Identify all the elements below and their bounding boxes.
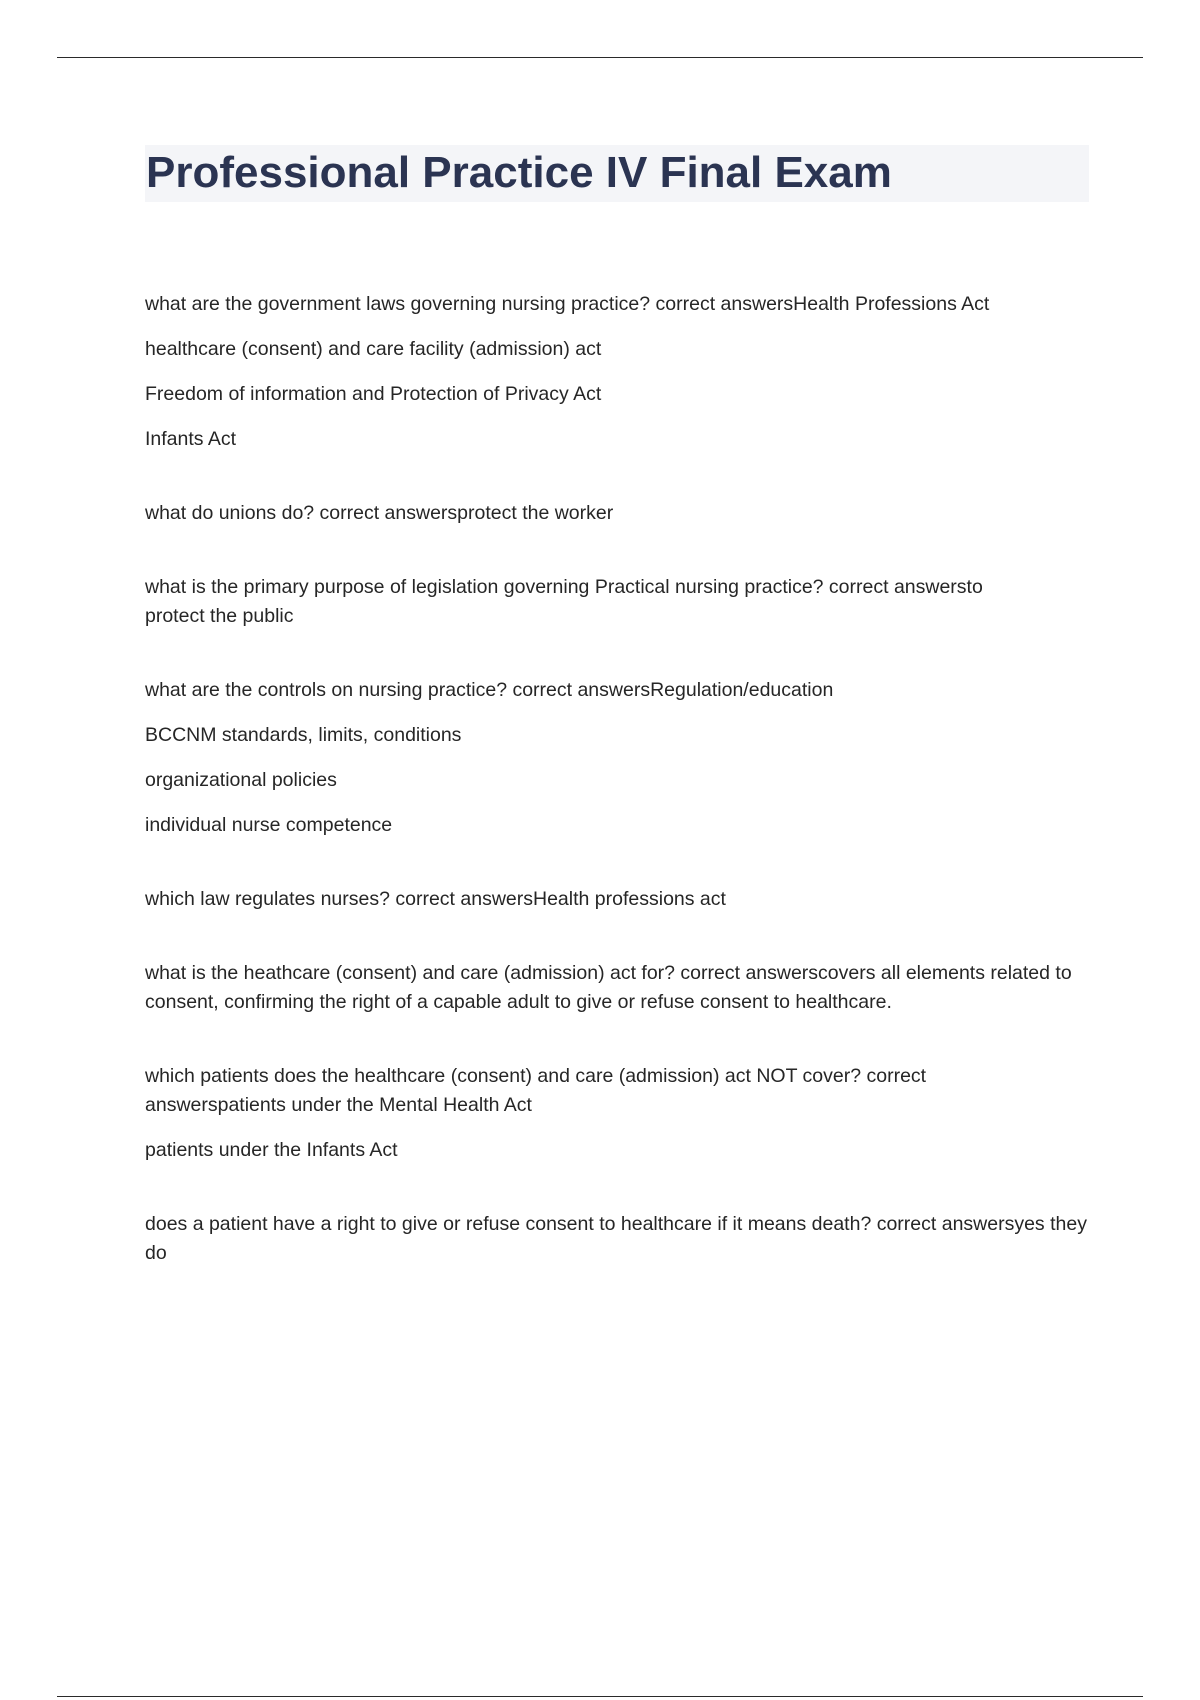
- answer-line: individual nurse competence: [145, 814, 393, 836]
- question-answer-line: what are the controls on nursing practice? correct answersRegulation/education: [145, 679, 834, 701]
- bottom-rule: [57, 1696, 1143, 1697]
- answer-line: Freedom of information and Protection of Privacy Act: [145, 383, 602, 405]
- question-answer-line: what is the primary purpose of legislation governing Practical nursing practice? correct answersto protect the public: [145, 576, 983, 627]
- question-answer-line: does a patient have a right to give or refuse consent to healthcare if it means death? correct answersyes they do: [145, 1213, 1087, 1264]
- page-title: Professional Practice IV Final Exam: [146, 148, 892, 197]
- answer-line: healthcare (consent) and care facility (admission) act: [145, 338, 602, 360]
- qa-item: [145, 499, 1090, 528]
- qa-item: [145, 290, 1090, 454]
- document-body: [145, 290, 1090, 1313]
- qa-item: [145, 1210, 1090, 1268]
- answer-line: patients under the Infants Act: [145, 1139, 398, 1161]
- question-answer-line: which law regulates nurses? correct answersHealth professions act: [145, 888, 726, 910]
- question-answer-line: what do unions do? correct answersprotect the worker: [145, 502, 614, 524]
- qa-item: [145, 676, 1090, 840]
- qa-item: [145, 885, 1090, 914]
- top-rule: [57, 57, 1143, 58]
- answer-line: organizational policies: [145, 769, 337, 791]
- question-answer-line: what is the heathcare (consent) and care (admission) act for? correct answerscovers all elements related to consent, confirming the right of a capable adult to give or refuse consent to healthcare.: [145, 962, 1072, 1013]
- qa-item: [145, 959, 1090, 1017]
- answer-line: Infants Act: [145, 428, 237, 450]
- question-answer-line: what are the government laws governing nursing practice? correct answersHealth Professions Act: [145, 293, 990, 315]
- qa-item: [145, 1062, 1090, 1165]
- answer-line: BCCNM standards, limits, conditions: [145, 724, 462, 746]
- question-answer-line: which patients does the healthcare (consent) and care (admission) act NOT cover? correct answerspatients under the Mental Health Act: [145, 1065, 927, 1116]
- qa-item: [145, 573, 1090, 631]
